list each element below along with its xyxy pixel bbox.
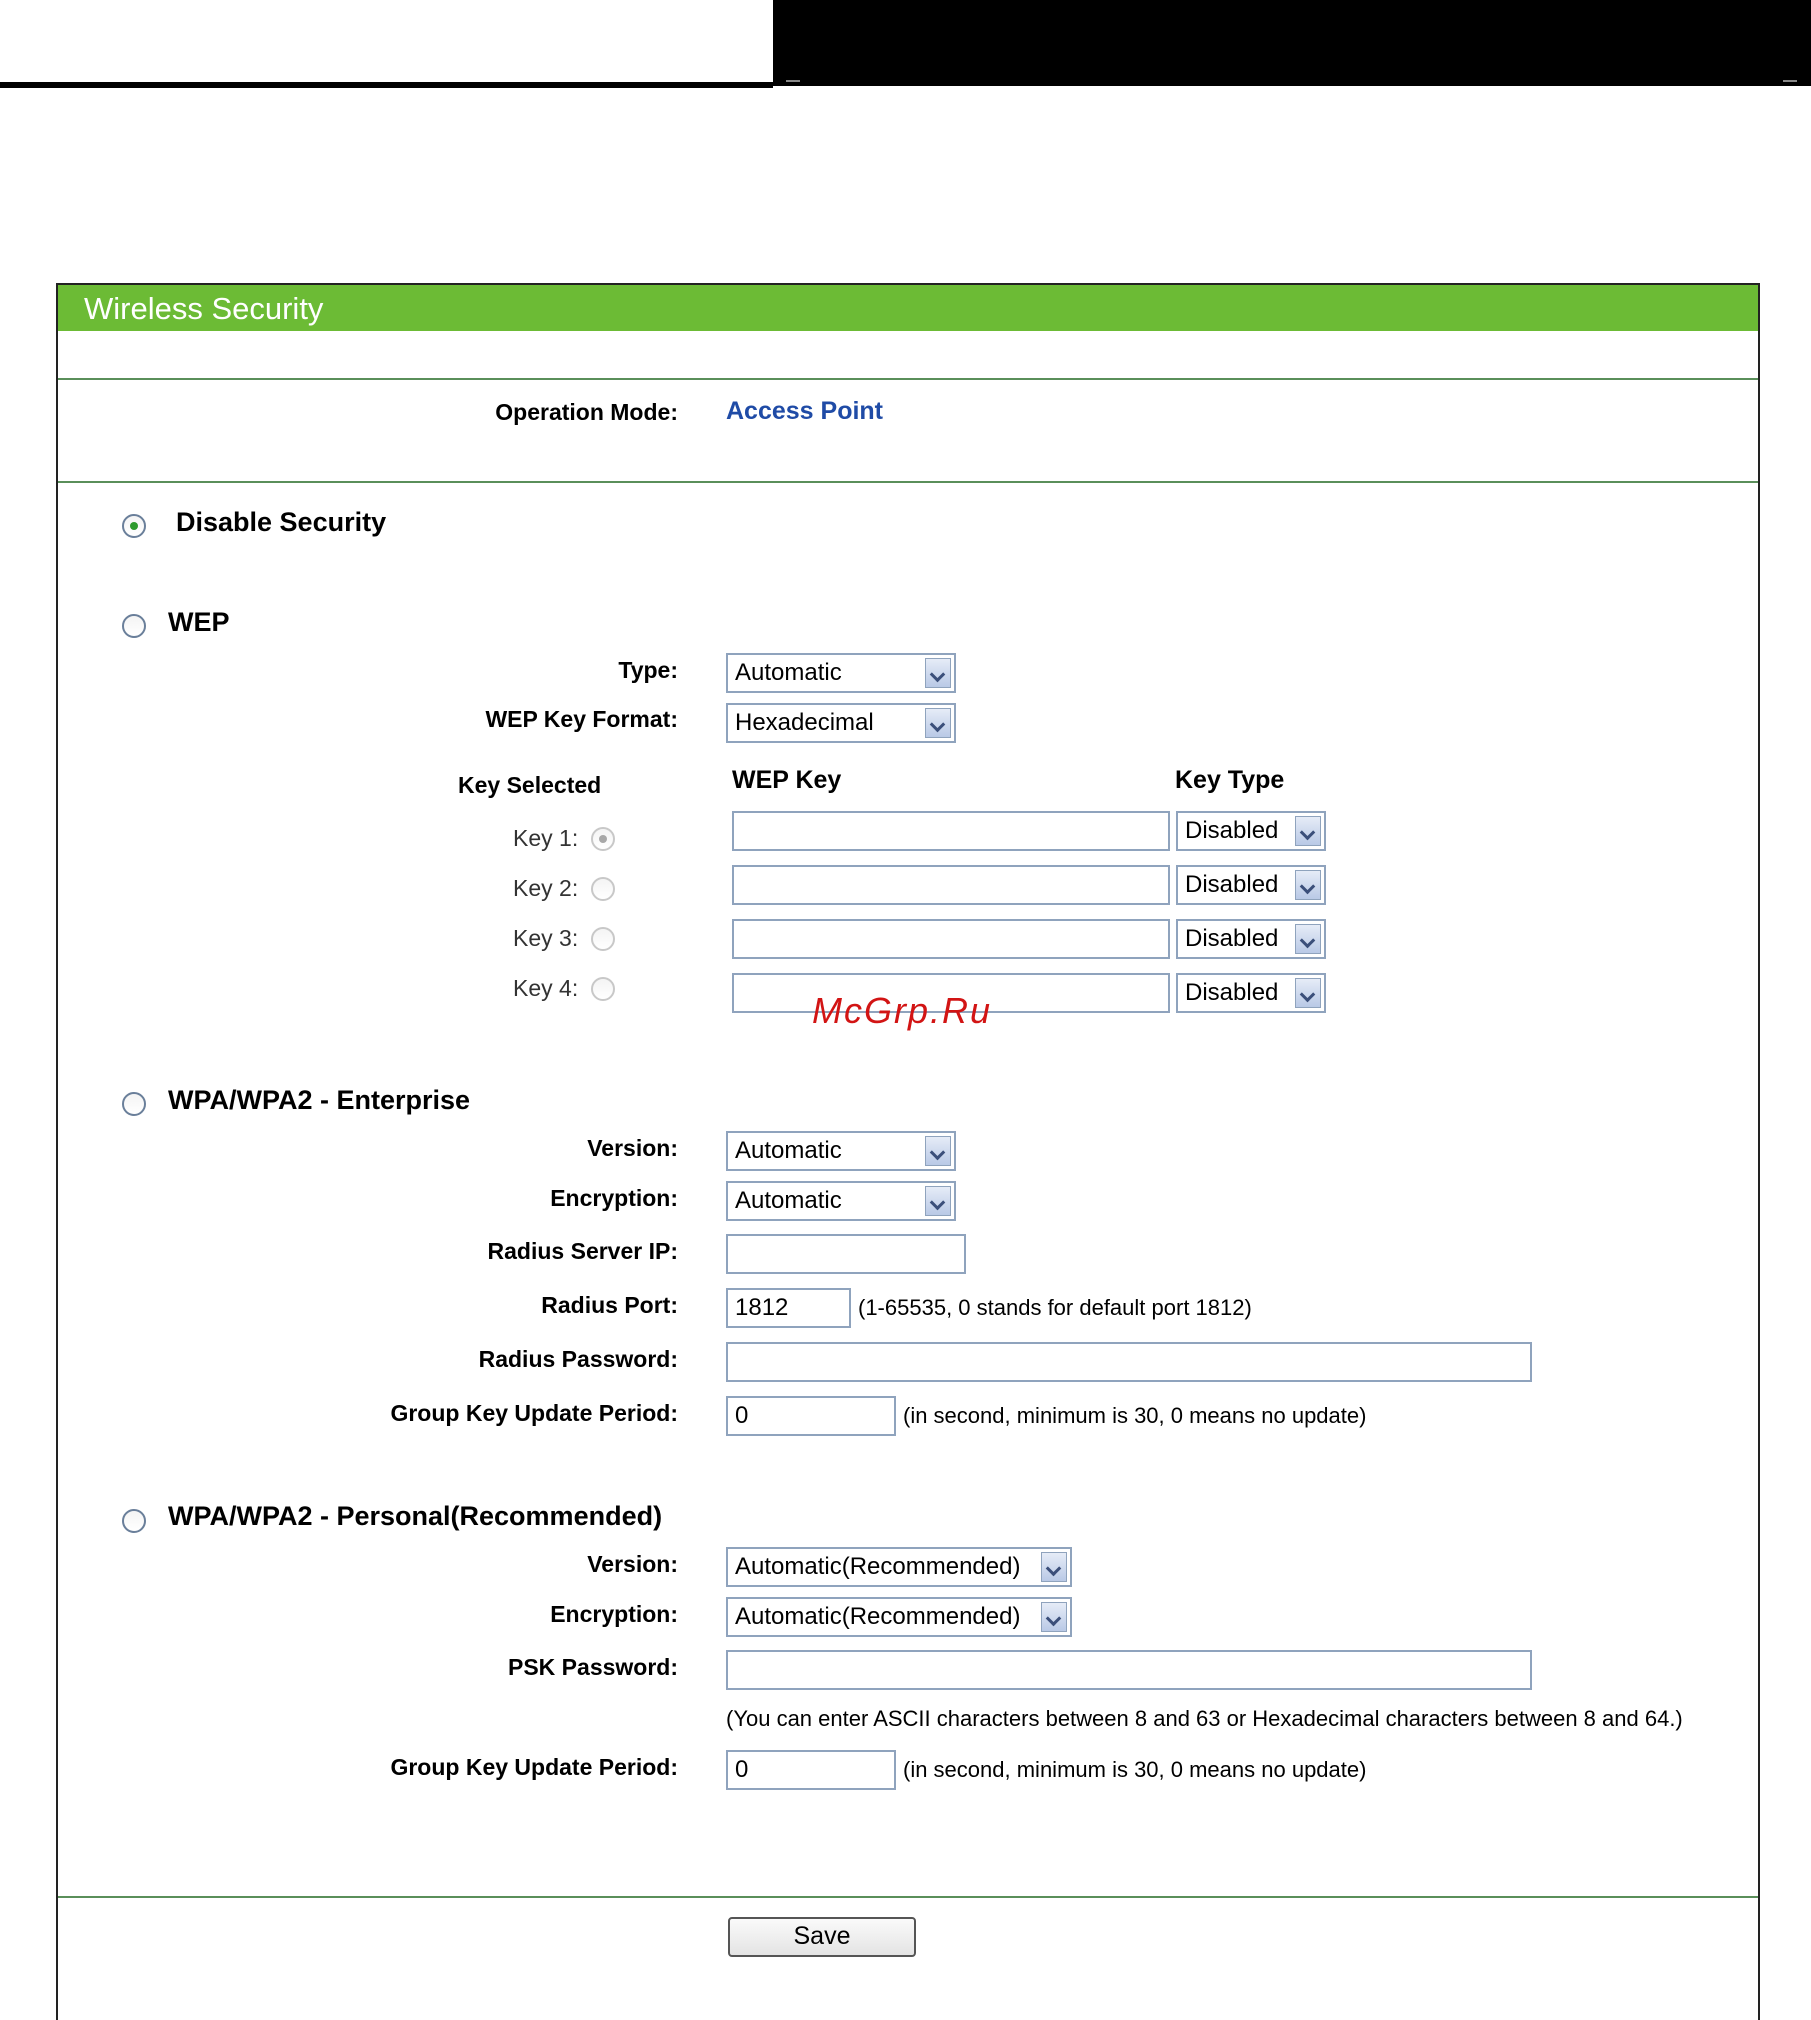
key-1-label: Key 1: — [513, 825, 579, 851]
radius-server-ip-input[interactable] — [726, 1234, 966, 1274]
enterprise-label: WPA/WPA2 - Enterprise — [168, 1085, 471, 1115]
key-3-type-value: Disabled — [1185, 925, 1279, 952]
personal-radio[interactable] — [122, 1509, 146, 1533]
tick-mark — [786, 80, 800, 82]
key-4-radio[interactable] — [591, 977, 615, 1001]
personal-encryption-select[interactable] — [726, 1597, 1072, 1637]
wep-type-value: Automatic — [735, 659, 842, 686]
personal-version-select[interactable] — [726, 1547, 1072, 1587]
wep-radio[interactable] — [122, 614, 146, 638]
disable-security-label: Disable Security — [176, 507, 387, 537]
personal-encryption-label: Encryption: — [550, 1601, 678, 1627]
chevron-down-icon — [925, 658, 951, 688]
wep-key-format-select[interactable] — [726, 703, 956, 743]
enterprise-version-select[interactable] — [726, 1131, 956, 1171]
radius-port-label: Radius Port: — [541, 1292, 678, 1318]
key-3-label: Key 3: — [513, 925, 579, 951]
key-3-input[interactable] — [732, 919, 1170, 959]
enterprise-version-label: Version: — [587, 1135, 678, 1161]
wireless-security-panel — [56, 283, 1760, 2020]
enterprise-encryption-select[interactable] — [726, 1181, 956, 1221]
key-4-type-select[interactable] — [1176, 973, 1326, 1013]
chevron-down-icon — [925, 1186, 951, 1216]
key-1-radio[interactable] — [591, 827, 615, 851]
divider — [58, 378, 1758, 380]
key-2-label: Key 2: — [513, 875, 579, 901]
personal-version-value: Automatic(Recommended) — [735, 1553, 1021, 1580]
enterprise-radio[interactable] — [122, 1092, 146, 1116]
key-1-input[interactable] — [732, 811, 1170, 851]
wep-key-format-label: WEP Key Format: — [485, 706, 678, 732]
enterprise-version-value: Automatic — [735, 1137, 842, 1164]
save-button[interactable]: Save — [728, 1917, 916, 1957]
key-2-radio[interactable] — [591, 877, 615, 901]
chevron-down-icon — [925, 708, 951, 738]
chevron-down-icon — [925, 1136, 951, 1166]
key-3-type-select[interactable] — [1176, 919, 1326, 959]
chevron-down-icon — [1295, 870, 1321, 900]
divider — [58, 481, 1758, 483]
wep-type-select[interactable] — [726, 653, 956, 693]
personal-group-key-input[interactable]: 0 — [726, 1750, 896, 1790]
wep-key-header: WEP Key — [732, 766, 842, 794]
enterprise-encryption-value: Automatic — [735, 1187, 842, 1214]
operation-mode-label: Operation Mode: — [495, 399, 678, 425]
key-2-input[interactable] — [732, 865, 1170, 905]
enterprise-group-key-input[interactable]: 0 — [726, 1396, 896, 1436]
operation-mode-value: Access Point — [726, 397, 884, 425]
watermark: McGrp.Ru — [812, 990, 993, 1031]
enterprise-group-key-hint: (in second, minimum is 30, 0 means no update) — [903, 1403, 1367, 1428]
top-black-bar — [773, 0, 1811, 86]
chevron-down-icon — [1295, 816, 1321, 846]
divider — [58, 1896, 1758, 1898]
top-rule — [0, 82, 773, 88]
radius-password-label: Radius Password: — [478, 1346, 678, 1372]
enterprise-group-key-label: Group Key Update Period: — [390, 1400, 678, 1426]
key-3-radio[interactable] — [591, 927, 615, 951]
radius-port-hint: (1-65535, 0 stands for default port 1812) — [858, 1295, 1252, 1320]
personal-group-key-label: Group Key Update Period: — [390, 1754, 678, 1780]
psk-password-hint: (You can enter ASCII characters between 8 and 63 or Hexadecimal characters between 8 and 64.) — [726, 1706, 1683, 1731]
key-2-type-value: Disabled — [1185, 871, 1279, 898]
key-selected-header: Key Selected — [458, 772, 602, 798]
wep-type-label: Type: — [618, 657, 678, 683]
chevron-down-icon — [1041, 1552, 1067, 1582]
psk-password-input[interactable] — [726, 1650, 1532, 1690]
enterprise-encryption-label: Encryption: — [550, 1185, 678, 1211]
panel-header — [58, 285, 1758, 331]
personal-group-key-hint: (in second, minimum is 30, 0 means no update) — [903, 1757, 1367, 1782]
radius-server-ip-label: Radius Server IP: — [487, 1238, 678, 1264]
chevron-down-icon — [1295, 978, 1321, 1008]
page-title: Wireless Security — [84, 291, 324, 326]
key-4-type-value: Disabled — [1185, 979, 1279, 1006]
radius-password-input[interactable] — [726, 1342, 1532, 1382]
wep-key-format-value: Hexadecimal — [735, 709, 874, 736]
key-1-type-select[interactable] — [1176, 811, 1326, 851]
psk-password-label: PSK Password: — [508, 1654, 678, 1680]
key-4-label: Key 4: — [513, 975, 579, 1001]
tick-mark — [1783, 80, 1797, 82]
personal-encryption-value: Automatic(Recommended) — [735, 1603, 1021, 1630]
key-type-header: Key Type — [1175, 766, 1285, 794]
chevron-down-icon — [1295, 924, 1321, 954]
personal-label: WPA/WPA2 - Personal(Recommended) — [168, 1501, 663, 1531]
disable-security-radio[interactable] — [122, 514, 146, 538]
chevron-down-icon — [1041, 1602, 1067, 1632]
wep-label: WEP — [168, 607, 230, 637]
key-1-type-value: Disabled — [1185, 817, 1279, 844]
radius-port-input[interactable]: 1812 — [726, 1288, 851, 1328]
key-2-type-select[interactable] — [1176, 865, 1326, 905]
personal-version-label: Version: — [587, 1551, 678, 1577]
